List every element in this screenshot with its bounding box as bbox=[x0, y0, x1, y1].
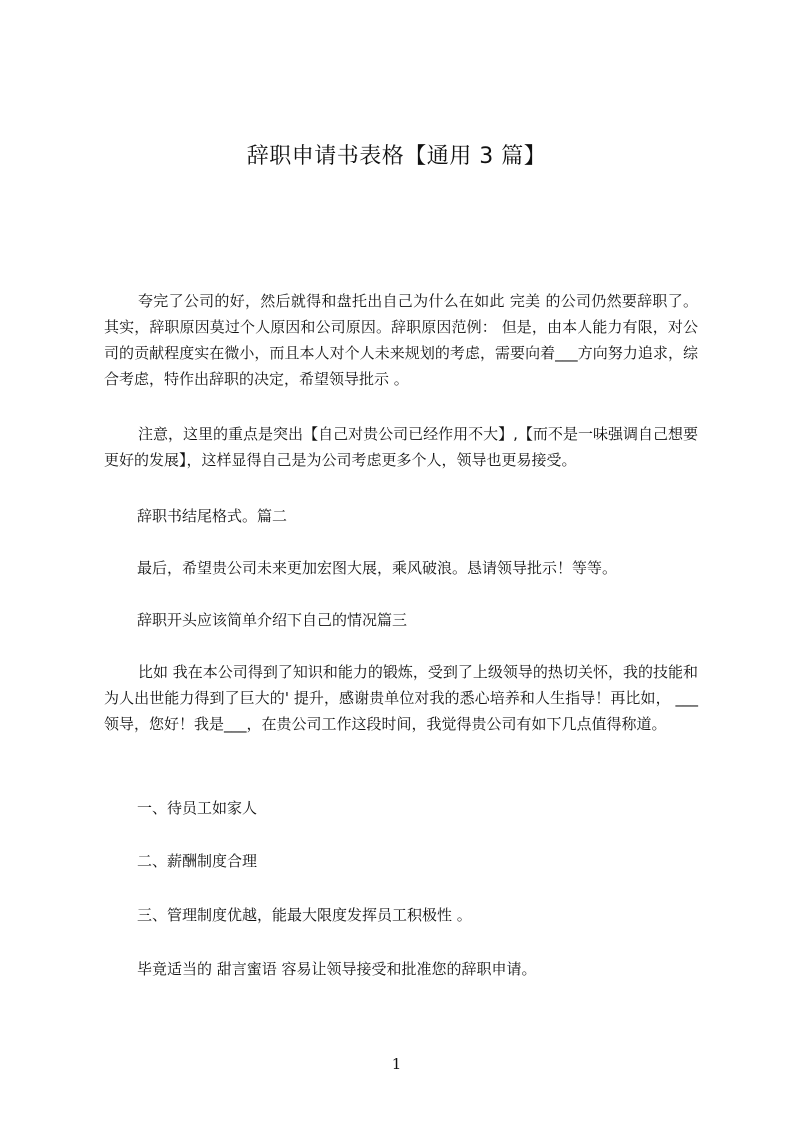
paragraph-note: 注意，这里的重点是突出【自己对贵公司已经作用不大】,【而不是一味强调自己想要更好的发展】，这样显得自己是为公司考虑更多个人，领导也更易接受。 bbox=[104, 425, 698, 469]
list-item-point-two: 二、薪酬制度合理 bbox=[137, 852, 258, 870]
document-title: 辞职申请书表格【通用 3 篇】 bbox=[246, 144, 547, 169]
paragraph-closing-example: 最后，希望贵公司未来更加宏图大展，乘风破浪。恳请领导批示！等等。 bbox=[137, 559, 618, 577]
paragraph-section-two-heading: 辞职书结尾格式。篇二 bbox=[137, 507, 288, 525]
paragraph-final-tip: 毕竟适当的 甜言蜜语 容易让领导接受和批准您的辞职申请。 bbox=[137, 960, 537, 978]
list-item-point-one: 一、待员工如家人 bbox=[137, 799, 258, 817]
paragraph-opening-example: 比如 我在本公司得到了知识和能力的锻炼，受到了上级领导的热切关怀，我的技能和为人出世能力得到了巨大的' 提升，感谢贵单位对我的悉心培养和人生指导！再比如， ___领导，您好！我是___，在贵公司工作这段时间，我觉得贵公司有如下几点值得称道。 bbox=[104, 663, 698, 733]
paragraph-section-three-heading: 辞职开头应该简单介绍下自己的情况篇三 bbox=[137, 611, 408, 629]
page-number: 1 bbox=[391, 1055, 402, 1073]
list-item-point-three: 三、管理制度优越，能最大限度发挥员工积极性 。 bbox=[137, 906, 472, 924]
paragraph-resignation-reasons: 夸完了公司的好，然后就得和盘托出自己为什么在如此 完美 的公司仍然要辞职了。其实，辞职原因莫过个人原因和公司原因。辞职原因范例： 但是，由本人能力有限，对公司的贡献程度实在微小，而且本人对个人未来规划的考虑，需要向着___方向努力追求，综合考虑，特作出辞职的决定，希望领导批示 。 bbox=[104, 292, 698, 388]
